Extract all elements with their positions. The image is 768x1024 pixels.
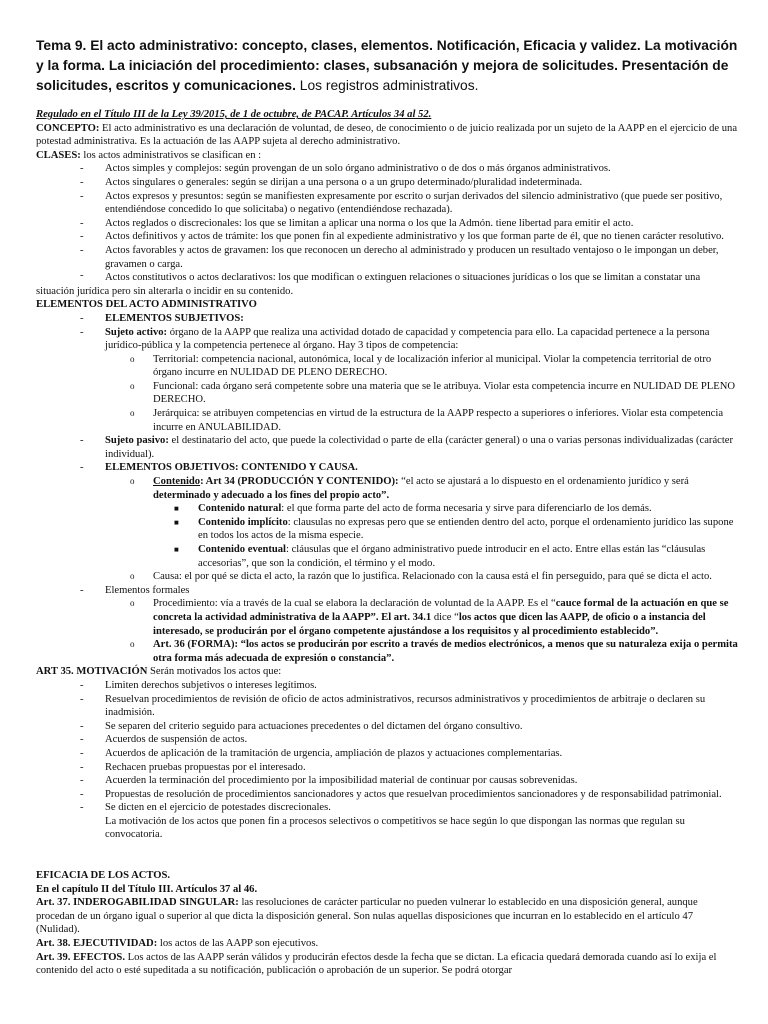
list-item <box>36 543 738 570</box>
sujeto-pasivo-label: Sujeto pasivo: <box>105 435 169 447</box>
circle-bullet: o <box>130 639 135 650</box>
objetivos-heading: ELEMENTOS OBJETIVOS: CONTENIDO Y CAUSA. <box>105 462 358 474</box>
art39-text: Los actos de las AAPP serán válidos y producirán efectos desde la fecha que se dictan. La eficacia quedará demorada cuando así lo exija el contenido del acto o esté supeditada a su notificación, publicación o aprobación de un superior. Se podrá otorgar <box>36 951 717 977</box>
clases-item-text: Actos expresos y presuntos: según se manifiesten expresamente por escrito o surjan derivados del silencio administrativo (que puede ser positivo, entendiéndose concedido lo que solicitaba) o negativo (entendiéndose rechazada). <box>105 190 723 216</box>
list-item <box>36 407 738 434</box>
section-gap <box>36 842 738 869</box>
dash-bullet: - <box>80 693 84 705</box>
competencia-text: Territorial: competencia nacional, autonómica, local y de localización inferior al municipal. Violar la competencia territorial de otro órgano incurre en NULIDAD DE PLENO DERECHO. <box>153 353 712 379</box>
eficacia-heading: EFICACIA DE LOS ACTOS. <box>36 870 171 882</box>
procedimiento-bold: cauce formal de la actuación en que se concreta la actividad administrativa de la AAPP”. <box>153 598 729 623</box>
concepto-paragraph <box>36 122 738 149</box>
dash-bullet: - <box>80 761 84 773</box>
dash-bullet: - <box>80 584 84 596</box>
dash-bullet: - <box>80 435 84 447</box>
list-item <box>36 312 738 326</box>
motivacion-item-text: Acuerdos de aplicación de la tramitación de urgencia, ampliación de plazos y actuaciones complementarias. <box>105 747 563 759</box>
circle-bullet: o <box>130 408 135 419</box>
dash-bullet: - <box>80 176 84 188</box>
list-item <box>36 788 738 802</box>
dash-bullet: - <box>80 163 84 175</box>
list-item <box>36 733 738 747</box>
clases-item-text: Actos simples y complejos: según provengan de un solo órgano administrativo o de dos o más órganos administrativos. <box>105 163 611 175</box>
dash-bullet: - <box>80 217 84 229</box>
contenido-label: Contenido <box>153 476 201 488</box>
tipo-contenido-label: Contenido eventual <box>198 544 286 555</box>
dash-bullet: - <box>80 747 84 759</box>
motivacion-intro: Serán motivados los actos que: <box>150 666 282 678</box>
procedimiento-quote: los actos que dicen las AAPP, de oficio o a instancia del interesado, se producirán por el órgano competente ajustándose a los requisitos y al procedimiento establecido”. <box>153 611 706 637</box>
tipo-contenido-text: : el que forma parte del acto de forma necesaria y sirve para diferenciarlo de los demás. <box>281 503 652 515</box>
square-bullet: ■ <box>174 545 179 554</box>
title-bold: Tema 9. El acto administrativo: concepto, clases, elementos. Notificación, Eficacia y validez. La motivación y la forma. La iniciación del procedimiento: clases, subsanación y mejora de solicitudes. Presentación de solicitudes, escritos y comunicaciones. <box>36 38 738 93</box>
list-item <box>36 162 738 176</box>
motivacion-label: ART 35. MOTIVACIÓN <box>36 666 148 678</box>
art37-text: las resoluciones de carácter particular no pueden vulnerar lo establecido en una disposición general, aunque procedan de un órgano igual o superior al que dicta la disposición general. Son nulas aquellas disposiciones que incurran en lo establecido en el artículo 47 (Nulidad). <box>36 897 698 936</box>
motivacion-paragraph <box>36 665 738 679</box>
list-item <box>36 217 738 231</box>
clases-item-text: Actos singulares o generales: según se dirijan a una persona o a un grupo determinado/pluralidad indeterminada. <box>105 176 583 188</box>
dash-bullet: - <box>80 326 84 338</box>
dash-bullet: - <box>80 312 84 324</box>
art37-paragraph <box>36 896 738 937</box>
dash-bullet: - <box>80 270 84 282</box>
elementos-list <box>36 312 738 665</box>
list-item <box>36 516 738 543</box>
clases-label: CLASES: <box>36 149 81 161</box>
tipos-contenido-list <box>36 502 738 570</box>
motivacion-note: La motivación de los actos que ponen fin a procesos selectivos o competitivos se hace según lo que dispongan las normas que regulan su convocatoria. <box>105 815 685 841</box>
motivacion-list <box>36 679 738 815</box>
list-item <box>36 244 738 271</box>
competencias-list <box>36 353 738 435</box>
art38-label: Art. 38. EJECUTIVIDAD: <box>36 938 158 950</box>
art39-label: Art. 39. EFECTOS. <box>36 951 125 963</box>
clases-item-text: Actos constitutivos o actos declarativos: los que modifican o extinguen relaciones o situaciones jurídicas o los que se limitan a constatar una situación jurídica pero sin alterarla o incidir en su contenido. <box>36 272 701 297</box>
dash-bullet: - <box>80 244 84 256</box>
list-item <box>36 230 738 244</box>
list-item <box>36 679 738 693</box>
concepto-label: CONCEPTO: <box>36 122 100 134</box>
motivacion-item-text: Acuerdos de suspensión de actos. <box>105 734 248 746</box>
list-item <box>36 693 738 720</box>
art39-paragraph <box>36 951 738 978</box>
document-body <box>36 108 738 978</box>
competencia-text: Funcional: cada órgano será competente sobre una materia que se le atribuya. Violar esta competencia incurre en NULIDAD DE PLENO DERECHO. <box>153 380 736 406</box>
art38-paragraph <box>36 937 738 951</box>
list-item <box>36 475 738 570</box>
circle-bullet: o <box>130 598 135 609</box>
tipo-contenido-label: Contenido natural <box>198 503 282 515</box>
objetivos-list <box>36 475 738 584</box>
clases-last-item <box>36 271 738 298</box>
clases-list <box>36 162 738 271</box>
tipo-contenido-text: : clausulas no expresas pero que se entienden dentro del acto, porque el ordenamiento jurídico las supone en todos los actos de la misma especie. <box>198 516 734 542</box>
contenido-text: “el acto se ajustará a lo dispuesto en el ordenamiento jurídico y será <box>401 476 689 488</box>
circle-bullet: o <box>130 476 135 487</box>
document-title <box>36 36 738 96</box>
list-item <box>36 801 738 815</box>
motivacion-item-text: Propuestas de resolución de procedimientos sancionadores y actos que resuelvan procedimientos sancionadores y de responsabilidad patrimonial. <box>105 788 722 800</box>
motivacion-item-text: Se separen del criterio seguido para actuaciones precedentes o del dictamen del órgano consultivo. <box>105 720 523 732</box>
list-item <box>36 584 738 666</box>
list-item <box>36 190 738 217</box>
eficacia-sub: En el capítulo II del Título III. Artículos 37 al 46. <box>36 883 258 895</box>
formales-heading: Elementos formales <box>105 584 190 596</box>
list-item <box>36 720 738 734</box>
dash-bullet: - <box>80 190 84 202</box>
elementos-heading: ELEMENTOS DEL ACTO ADMINISTRATIVO <box>36 299 257 311</box>
square-bullet: ■ <box>174 517 179 527</box>
clases-item-text: Actos definitivos y actos de trámite: los que ponen fin al expediente administrativo y los que forman parte de él, que no tienen carácter resolutivo. <box>105 231 724 243</box>
list-item <box>36 597 738 638</box>
list-item <box>36 774 738 788</box>
procedimiento-dice: dice “ <box>431 611 459 623</box>
competencia-text: Jerárquica: se atribuyen competencias en virtud de la estructura de la AAPP respecto a superiores o inferiores. Violar esta competencia incurre en ANULABILIDAD. <box>153 408 724 433</box>
concepto-text: El acto administrativo es una declaración de voluntad, de deseo, de conocimiento o de juicio realizada por un sujeto de la AAPP en el ejercicio de una potestad administrativa. Es la actuación de las AAPP sujeta al derecho administrativo. <box>36 122 738 148</box>
list-item <box>36 461 738 583</box>
dash-bullet: - <box>80 734 84 746</box>
dash-bullet: - <box>80 802 84 814</box>
tipo-contenido-label: Contenido implícito <box>198 516 288 528</box>
motivacion-item-text: Se dicten en el ejercicio de potestades discrecionales. <box>105 802 331 814</box>
art37-label: Art. 37. INDEROGABILIDAD SINGULAR: <box>36 897 239 909</box>
list-item <box>36 353 738 380</box>
causa-text: Causa: el por qué se dicta el acto, la razón que lo justifica. Relacionado con la causa está el fin perseguido, para qué se dicta el acto. <box>153 571 712 583</box>
circle-bullet: o <box>130 353 135 364</box>
title-tail: Los registros administrativos. <box>299 78 479 93</box>
contenido-bold: determinado y adecuado a los fines del propio acto”. <box>153 489 390 501</box>
dash-bullet: - <box>80 720 84 732</box>
list-item <box>36 761 738 775</box>
sujeto-pasivo-text: el destinatario del acto, que puede la colectividad o parte de ella (carácter general) o una o varias personas individualizadas (carácter individual). <box>105 435 734 460</box>
circle-bullet: o <box>130 380 135 391</box>
sujeto-activo-text: órgano de la AAPP que realiza una actividad dotado de capacidad y competencia para ello. La capacidad pertenece a la persona jurídico-pública y la competencia pertenece al órgano. Hay 3 tipos de competencia: <box>105 326 710 352</box>
list-item <box>36 747 738 761</box>
tipo-contenido-text: : cláusulas que el órgano administrativo puede introducir en el acto. Entre ellas están las “cláusulas accesorias”, que son la condición, el término y el modo. <box>198 544 706 569</box>
list-item <box>36 570 738 584</box>
dash-bullet: - <box>80 788 84 800</box>
motivacion-item-text: Rechacen pruebas propuestas por el interesado. <box>105 761 306 773</box>
regulado-line: Regulado en el Título III de la Ley 39/2015, de 1 de octubre, de PACAP. Artículos 34 al 52. <box>36 109 432 120</box>
clases-item-text: Actos reglados o discrecionales: los que se limitan a aplicar una norma o los que la Admón. tiene libertad para emitir el acto. <box>105 217 634 229</box>
motivacion-item-text: Limiten derechos subjetivos o intereses legítimos. <box>105 679 317 691</box>
clases-intro: los actos administrativos se clasifican en : <box>83 149 262 161</box>
contenido-art: : Art 34 (PRODUCCIÓN Y CONTENIDO): <box>200 476 399 488</box>
dash-bullet: - <box>80 679 84 691</box>
formales-list <box>36 597 738 665</box>
list-item <box>36 176 738 190</box>
procedimiento-art: El art. 34.1 <box>378 611 432 623</box>
motivacion-item-text: Acuerden la terminación del procedimiento por la imposibilidad material de continuar por causas sobrevenidas. <box>105 775 578 787</box>
procedimiento-text: Procedimiento: vía a través de la cual se elabora la declaración de voluntad de la AAPP. Es el “ <box>153 598 556 610</box>
clases-paragraph <box>36 149 738 163</box>
circle-bullet: o <box>130 571 135 582</box>
dash-bullet: - <box>80 775 84 787</box>
subjetivos-heading: ELEMENTOS SUBJETIVOS: <box>105 312 244 324</box>
list-item <box>36 638 738 665</box>
art38-text: los actos de las AAPP son ejecutivos. <box>159 938 319 950</box>
list-item <box>36 380 738 407</box>
square-bullet: ■ <box>174 504 179 514</box>
dash-bullet: - <box>80 462 84 474</box>
list-item <box>36 502 738 516</box>
motivacion-item-text: Resuelvan procedimientos de revisión de oficio de actos administrativos, recursos administrativos y procedimientos de arbitraje o declaren su inadmisión. <box>105 693 706 719</box>
dash-bullet: - <box>80 231 84 243</box>
list-item <box>36 434 738 461</box>
list-item <box>36 326 738 435</box>
sujeto-activo-label: Sujeto activo: <box>105 326 168 338</box>
clases-item-text: Actos favorables y actos de gravamen: los que reconocen un derecho al administrado y producen un resultado ventajoso o le impongan un deber, gravamen o carga. <box>105 244 719 270</box>
forma-text: Art. 36 (FORMA): “los actos se producirán por escrito a través de medios electrónicos, a menos que su naturaleza exija o permita otra forma más adecuada de expresión o constancia”. <box>153 639 738 664</box>
